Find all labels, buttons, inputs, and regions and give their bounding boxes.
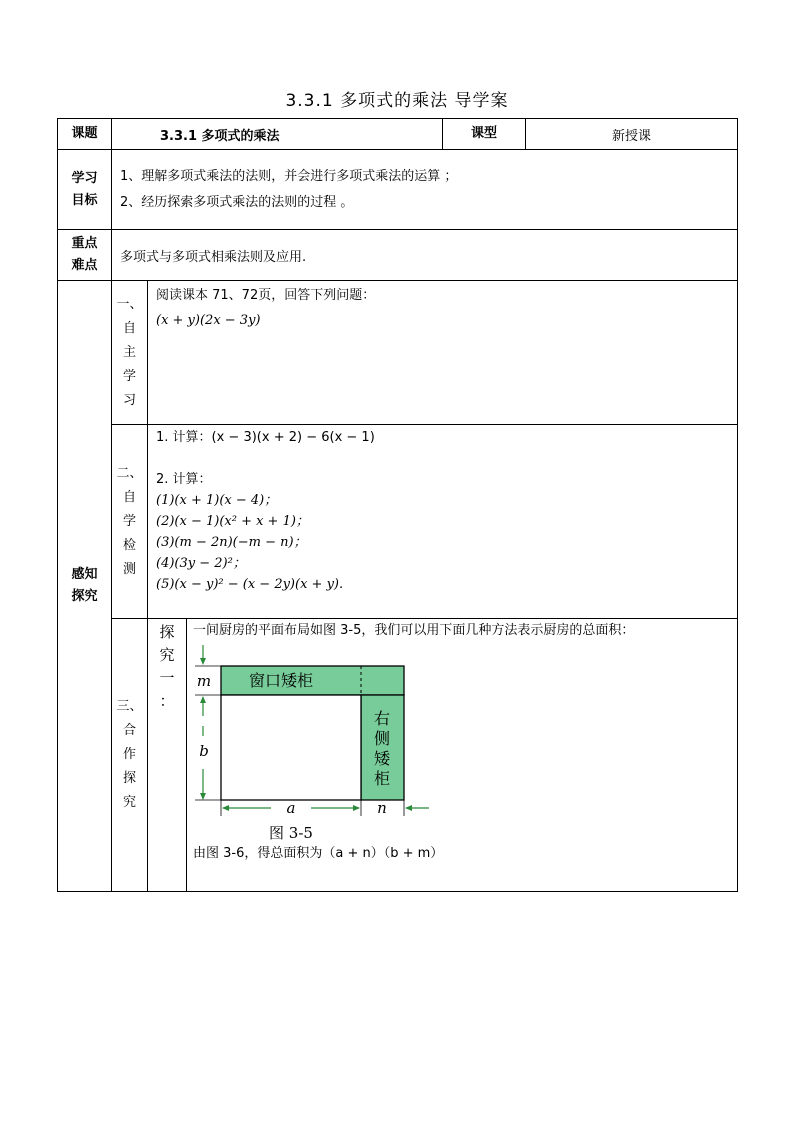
- goals-row: [58, 150, 738, 230]
- keypoints-content: 多项式与多项式相乘法则及应用.: [112, 230, 738, 281]
- dimension-m-label: m: [196, 672, 212, 690]
- explore-label: 感知 探究: [58, 281, 112, 892]
- section-name-1: 一、 自 主 学 习: [112, 281, 148, 425]
- question-2-item: (5)(x − y)² − (x − 2y)(x + y).: [156, 577, 344, 592]
- window-cabinet-label: 窗口矮柜: [248, 671, 314, 690]
- page-title: 3.3.1 多项式的乘法 导学案: [285, 91, 509, 111]
- section1-line: 阅读课本 71、72页，回答下列问题：: [156, 288, 376, 303]
- question-2-title: 2. 计算：: [156, 472, 212, 487]
- type-label: 课型: [443, 119, 526, 150]
- floor-area: [221, 695, 361, 800]
- section1-expression: (x + y)(2x − 3y): [156, 313, 261, 328]
- dimension-a-label: a: [286, 799, 296, 817]
- section-content-3: [187, 619, 738, 892]
- goal-item: 2、经历探索多项式乘法的法则的过程 。: [120, 194, 354, 210]
- dimension-b-label: b: [199, 742, 209, 760]
- arrow-head: [405, 805, 412, 811]
- question-2-item: (1)(x + 1)(x − 4)；: [156, 493, 278, 508]
- arrow-head: [200, 696, 206, 703]
- arrow-head: [200, 793, 206, 800]
- header-row: [58, 119, 738, 150]
- goals-content: [112, 150, 738, 230]
- section-content-2: [148, 425, 738, 619]
- section-row-3: [58, 619, 738, 892]
- question-1: 1. 计算：(x − 3)(x + 2) − 6(x − 1): [156, 430, 375, 445]
- right-cabinet-label: 矮: [373, 749, 391, 768]
- kitchen-layout-diagram: [193, 641, 443, 841]
- right-cabinet-label: 右: [373, 709, 391, 728]
- arrow-head: [200, 658, 206, 665]
- keypoints-label: 重点 难点: [58, 230, 112, 281]
- figure-intro: 一间厨房的平面布局如图 3-5，我们可以用下面几种方法表示厨房的总面积：: [193, 623, 635, 638]
- section-name-2: 二、 自 学 检 测: [112, 425, 148, 619]
- lesson-table: [57, 118, 738, 892]
- dimension-n-label: n: [377, 799, 387, 817]
- question-2-item: (3)(m − 2n)(−m − n)；: [156, 535, 307, 550]
- section-content-1: [148, 281, 738, 425]
- keypoints-row: [58, 230, 738, 281]
- goals-label: 学习 目标: [58, 150, 112, 230]
- figure-result: 由图 3-6，得总面积为（a + n）（b + m）: [193, 846, 444, 861]
- goal-item: 1、理解多项式乘法的法则，并会进行多项式乘法的运算 ；: [120, 168, 458, 184]
- figure-caption: 图 3-5: [269, 824, 313, 841]
- section-row-1: [58, 281, 738, 425]
- sub-section-name: 探 究 一 ：: [148, 619, 187, 892]
- kitchen-figure: [193, 641, 731, 845]
- question-2-item: (4)(3y − 2)²；: [156, 556, 246, 571]
- question-2-item: (2)(x − 1)(x² + x + 1)；: [156, 514, 309, 529]
- section-row-2: [58, 425, 738, 619]
- arrow-head: [222, 805, 229, 811]
- right-cabinet-label: 侧: [373, 729, 391, 748]
- course-value: 3.3.1 多项式的乘法: [112, 119, 443, 150]
- right-cabinet-label: 柜: [373, 769, 391, 788]
- section-name-3: 三、 合 作 探 究: [112, 619, 148, 892]
- course-label: 课题: [58, 119, 112, 150]
- type-value: 新授课: [526, 119, 738, 150]
- arrow-head: [353, 805, 360, 811]
